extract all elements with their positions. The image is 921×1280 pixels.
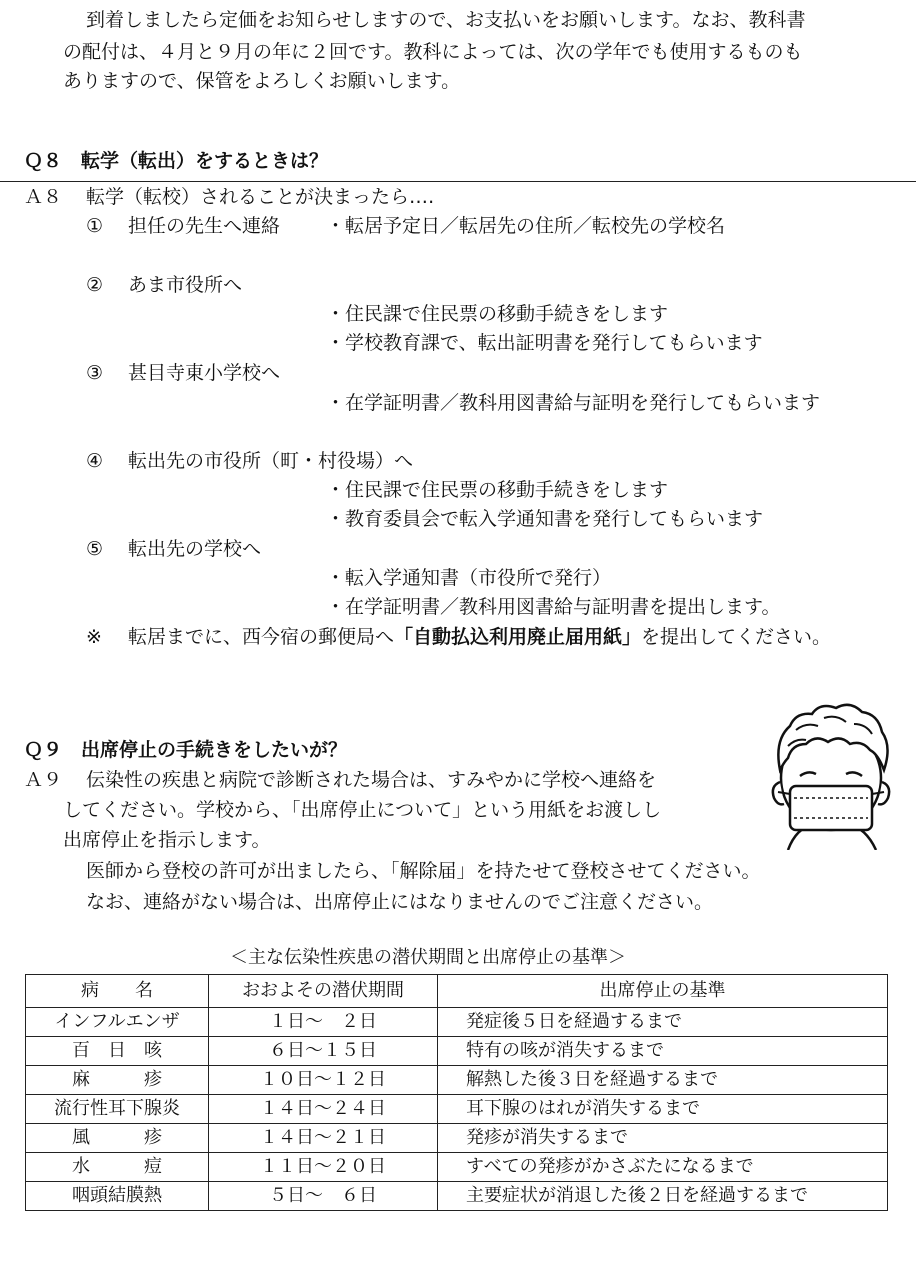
cell-incubation: １４日～２１日 <box>209 1124 438 1153</box>
step-3-item-1: ・在学証明書／教科用図書給与証明を発行してもらいます <box>326 392 821 414</box>
masked-child-icon <box>766 700 896 850</box>
cell-disease: 風 疹 <box>26 1124 209 1153</box>
step-4-item-1: ・住民課で住民票の移動手続きをします <box>326 479 669 501</box>
table-row <box>26 1124 888 1153</box>
step-4-item-2: ・教育委員会で転入学通知書を発行してもらいます <box>326 508 764 530</box>
q8-question: Ｑ８ 転学（転出）をするときは？ <box>24 150 329 172</box>
note-before: 転居までに、西今宿の郵便局へ <box>128 626 395 648</box>
step-4-number: ④ <box>86 450 104 472</box>
cell-criteria: 耳下腺のはれが消失するまで <box>438 1095 888 1124</box>
q8-answer-lead: 転学（転校）されることが決まったら‥‥ <box>86 186 435 208</box>
cell-criteria: 解熱した後３日を経過するまで <box>438 1066 888 1095</box>
cell-incubation: １日～ ２日 <box>209 1008 438 1037</box>
q9-question: Ｑ９ 出席停止の手続きをしたいが？ <box>24 739 348 761</box>
q9-answer-line-5: なお、連絡がない場合は、出席停止にはなりませんのでご注意ください。 <box>86 891 714 913</box>
intro-line-1: 到着しましたら定価をお知らせしますので、お支払いをお願いします。なお、教科書 <box>86 9 806 31</box>
disease-table <box>25 974 888 1211</box>
cell-disease: 水 痘 <box>26 1153 209 1182</box>
cell-criteria: 主要症状が消退した後２日を経過するまで <box>438 1182 888 1211</box>
cell-criteria: 発症後５日を経過するまで <box>438 1008 888 1037</box>
note-mark: ※ <box>86 626 102 648</box>
cell-criteria: すべての発疹がかさぶたになるまで <box>438 1153 888 1182</box>
q9-answer-label: Ａ９ <box>24 769 63 791</box>
table-caption: ＜主な伝染性疾患の潜伏期間と出席停止の基準＞ <box>230 947 626 968</box>
q8-divider <box>0 181 916 182</box>
table-row <box>26 1182 888 1211</box>
step-5-number: ⑤ <box>86 538 104 560</box>
intro-line-2: の配付は、４月と９月の年に２回です。教科によっては、次の学年でも使用するものも <box>63 41 803 63</box>
step-3-number: ③ <box>86 362 104 384</box>
step-2-item-1: ・住民課で住民票の移動手続きをします <box>326 303 669 325</box>
cell-criteria: 発疹が消失するまで <box>438 1124 888 1153</box>
note-after: を提出してください。 <box>641 626 832 648</box>
header-disease: 病 名 <box>26 975 209 1008</box>
q9-answer-line-2: してください。学校から、「出席停止について」という用紙をお渡しし <box>63 799 662 821</box>
q8-answer-label: Ａ８ <box>24 186 63 208</box>
q9-answer-line-3: 出席停止を指示します。 <box>63 829 271 851</box>
intro-line-3: ありますので、保管をよろしくお願いします。 <box>63 70 461 92</box>
step-5-item-1: ・転入学通知書（市役所で発行） <box>326 567 612 589</box>
cell-disease: 百 日 咳 <box>26 1037 209 1066</box>
table-row <box>26 1008 888 1037</box>
cell-criteria: 特有の咳が消失するまで <box>438 1037 888 1066</box>
header-incubation: おおよその潜伏期間 <box>209 975 438 1008</box>
step-4-title: 転出先の市役所（町・村役場）へ <box>128 450 414 472</box>
step-5-item-2: ・在学証明書／教科用図書給与証明書を提出します。 <box>326 596 781 618</box>
cell-incubation: １１日～２０日 <box>209 1153 438 1182</box>
note-strong: 「自動払込利用廃止届用紙」 <box>394 626 642 648</box>
step-1-detail: ・転居予定日／転居先の住所／転校先の学校名 <box>326 215 726 237</box>
step-1-title: 担任の先生へ連絡 <box>128 215 281 237</box>
step-1-number: ① <box>86 215 104 237</box>
cell-incubation: ５日～ ６日 <box>209 1182 438 1211</box>
table-header-row <box>26 975 888 1008</box>
q9-answer-line-4: 医師から登校の許可が出ましたら、「解除届」を持たせて登校させてください。 <box>86 860 761 882</box>
header-criteria: 出席停止の基準 <box>438 975 888 1008</box>
cell-incubation: １０日～１２日 <box>209 1066 438 1095</box>
cell-incubation: ６日～１５日 <box>209 1037 438 1066</box>
table-row <box>26 1066 888 1095</box>
cell-incubation: １４日～２４日 <box>209 1095 438 1124</box>
step-5-title: 転出先の学校へ <box>128 538 262 560</box>
table-row <box>26 1095 888 1124</box>
cell-disease: 咽頭結膜熱 <box>26 1182 209 1211</box>
note-text <box>128 628 831 647</box>
table-row <box>26 1037 888 1066</box>
step-2-item-2: ・学校教育課で、転出証明書を発行してもらいます <box>326 332 763 354</box>
step-3-title: 甚目寺東小学校へ <box>128 362 281 384</box>
q9-answer-line-1: 伝染性の疾患と病院で診断された場合は、すみやかに学校へ連絡を <box>86 769 657 791</box>
cell-disease: 麻 疹 <box>26 1066 209 1095</box>
table-row <box>26 1153 888 1182</box>
cell-disease: 流行性耳下腺炎 <box>26 1095 209 1124</box>
step-2-title: あま市役所へ <box>128 274 243 296</box>
step-2-number: ② <box>86 274 104 296</box>
cell-disease: インフルエンザ <box>26 1008 209 1037</box>
